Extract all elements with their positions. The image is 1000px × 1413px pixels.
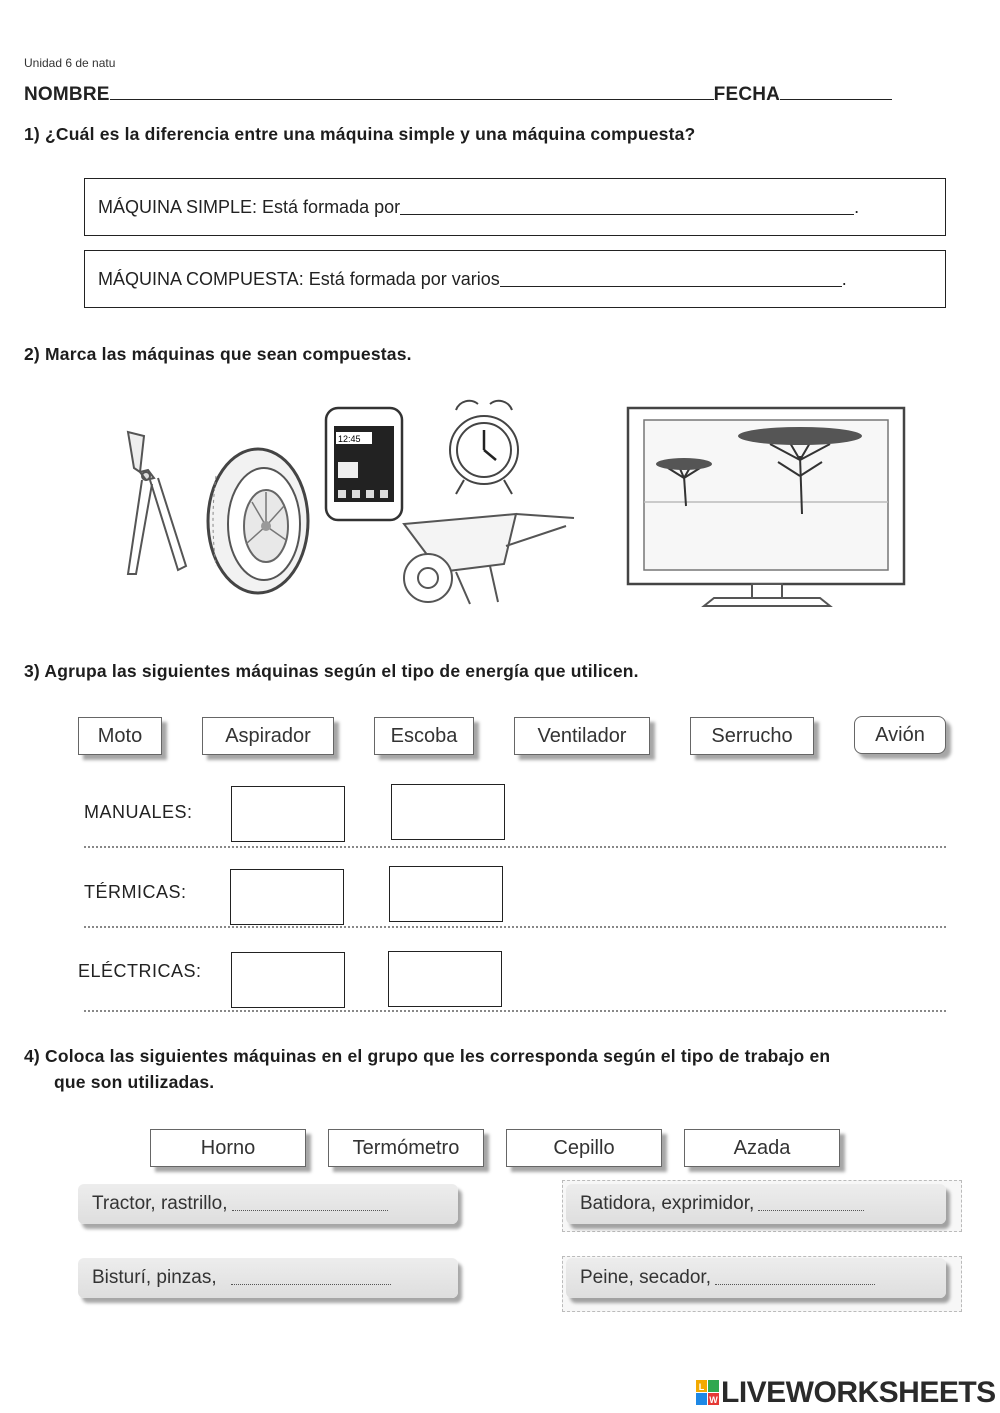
phone-time-text: 12:45 <box>338 434 361 444</box>
chip-termometro[interactable]: Termómetro <box>328 1129 484 1167</box>
chip-cepillo[interactable]: Cepillo <box>506 1129 662 1167</box>
chip-moto[interactable]: Moto <box>78 717 162 755</box>
compound-machine-text: MÁQUINA COMPUESTA: Está formada por varios <box>98 268 500 289</box>
group-text: Bisturí, pinzas, <box>92 1267 217 1288</box>
wheelbarrow-image[interactable] <box>396 506 580 610</box>
group-blank[interactable] <box>232 1197 388 1211</box>
group-text: Peine, secador, <box>580 1267 711 1288</box>
name-date-line <box>24 84 892 106</box>
television-image[interactable] <box>624 406 908 614</box>
nombre-field[interactable] <box>110 84 714 100</box>
compound-machine-box: MÁQUINA COMPUESTA: Está formada por varios . <box>84 250 946 308</box>
drop-electricas-2[interactable] <box>388 951 502 1007</box>
compound-machine-field[interactable] <box>500 271 842 287</box>
pliers-image[interactable] <box>118 428 190 578</box>
group-text: Tractor, rastrillo, <box>92 1193 228 1214</box>
question-3: 3) Agrupa las siguientes máquinas según el tipo de energía que utilicen. <box>24 661 639 681</box>
category-termicas: TÉRMICAS: <box>84 882 187 902</box>
divider <box>84 1010 946 1012</box>
fecha-label: FECHA <box>713 84 781 105</box>
simple-machine-field[interactable] <box>400 199 854 215</box>
mobile-phone-image[interactable] <box>322 404 406 524</box>
chip-ventilador[interactable]: Ventilador <box>514 717 650 755</box>
drop-electricas-1[interactable] <box>231 952 345 1008</box>
fecha-field[interactable] <box>780 84 892 100</box>
divider <box>84 846 946 848</box>
drop-manuales-2[interactable] <box>391 784 505 840</box>
drop-termicas-2[interactable] <box>389 866 503 922</box>
liveworksheets-logo-icon <box>695 1378 721 1408</box>
nombre-label: NOMBRE <box>24 84 110 105</box>
tire-image[interactable] <box>202 446 314 596</box>
group-tractor-rastrillo[interactable] <box>78 1184 458 1224</box>
category-manuales: MANUALES: <box>84 802 193 822</box>
chip-avion[interactable]: Avión <box>854 716 946 754</box>
simple-machine-text: MÁQUINA SIMPLE: Está formada por <box>98 196 401 217</box>
unit-title: Unidad 6 de natu <box>24 56 116 70</box>
category-electricas: ELÉCTRICAS: <box>78 961 202 981</box>
group-blank[interactable] <box>231 1271 391 1285</box>
alarm-clock-image[interactable] <box>442 394 526 498</box>
chip-aspirador[interactable]: Aspirador <box>202 717 334 755</box>
drop-termicas-1[interactable] <box>230 869 344 925</box>
chip-serrucho[interactable]: Serrucho <box>690 717 814 755</box>
liveworksheets-brand: LIVEWORKSHEETS <box>721 1376 996 1409</box>
group-blank[interactable] <box>715 1271 875 1285</box>
drop-manuales-1[interactable] <box>231 786 345 842</box>
question-2: 2) Marca las máquinas que sean compuestas. <box>24 344 412 364</box>
simple-machine-box: MÁQUINA SIMPLE: Está formada por . <box>84 178 946 236</box>
group-bisturi-pinzas[interactable] <box>78 1258 458 1298</box>
liveworksheets-logo <box>695 1376 996 1410</box>
question-1: 1) ¿Cuál es la diferencia entre una máquina simple y una máquina compuesta? <box>24 124 696 144</box>
svg-text:W: W <box>709 1395 718 1405</box>
group-batidora-exprimidor[interactable] <box>566 1184 946 1224</box>
question-4: 4) Coloca las siguientes máquinas en el grupo que les corresponda según el tipo de trabajo en <box>24 1046 831 1066</box>
group-blank[interactable] <box>758 1197 864 1211</box>
svg-text:L: L <box>698 1382 705 1392</box>
question-4-cont: que son utilizadas. <box>54 1072 215 1092</box>
divider <box>84 926 946 928</box>
chip-horno[interactable]: Horno <box>150 1129 306 1167</box>
group-text: Batidora, exprimidor, <box>580 1193 755 1214</box>
chip-escoba[interactable]: Escoba <box>374 717 474 755</box>
chip-azada[interactable]: Azada <box>684 1129 840 1167</box>
group-peine-secador[interactable] <box>566 1258 946 1298</box>
